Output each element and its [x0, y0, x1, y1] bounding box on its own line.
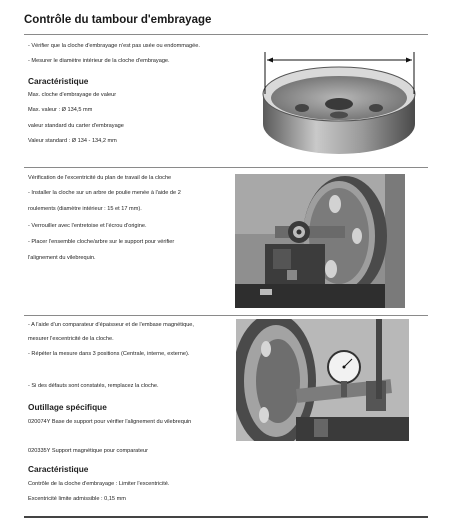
spec-standard-label: valeur standard du carter d'embrayage	[28, 123, 124, 129]
dial-gauge-photo	[236, 319, 409, 441]
spec-max-value: Max. valeur : Ø 134,5 mm	[28, 107, 93, 112]
measure-line-3: - Répéter la mesure dans 3 positions (Centrale, interne, externe).	[28, 351, 190, 357]
tool-020335Y: 020335Y Support magnétique pour comparateur	[28, 448, 148, 454]
spec-standard-value: Valeur standard : Ø 134 - 134,2 mm	[28, 138, 117, 144]
runout-value-line: Excentricité limite admissible : 0,15 mm	[28, 496, 126, 502]
tool-020074Y: 020074Y Base de support pour vérifier l'alignement du vilebrequin	[28, 419, 192, 425]
section-divider	[24, 34, 428, 35]
page-title: Contrôle du tambour d'embrayage	[24, 14, 212, 26]
tools-heading: Outillage spécifique	[28, 402, 107, 412]
section-divider	[24, 315, 428, 316]
page-bottom-rule	[24, 516, 428, 518]
setup-line-2: - Installer la cloche sur un arbre de poulie menée à l'aide de 2	[28, 190, 181, 196]
setup-line-6: l'alignement du vilebrequin.	[28, 255, 96, 261]
characteristic-heading: Caractéristique	[28, 76, 89, 86]
bullet-measure-diameter: - Mesurer le diamètre intérieur de la cloche d'embrayage.	[28, 58, 170, 64]
setup-line-3: roulements (diamètre intérieur : 15 et 17 mm).	[28, 206, 142, 212]
bell-on-support-photo	[235, 174, 405, 308]
section-clutch-wear	[28, 40, 233, 160]
setup-line-5: - Placer l'ensemble cloche/arbre sur le support pour vérifier	[28, 239, 175, 245]
replace-line: - Si des défauts sont constatés, remplacez la cloche.	[28, 383, 159, 389]
section-runout-setup	[28, 172, 233, 312]
spec-max-label: Max. cloche d'embrayage de valeur	[28, 92, 117, 98]
runout-limit-line: Contrôle de la cloche d'embrayage : Limiter l'excentricité.	[28, 481, 170, 487]
bullet-check-wear: - Vérifier que la cloche d'embrayage n'est pas usée ou endommagée.	[28, 43, 200, 49]
setup-line-4: - Verrouiller avec l'entretoise et l'écrou d'origine.	[28, 223, 147, 229]
section-runout-measure	[28, 320, 233, 515]
measure-line-1: - A l'aide d'un comparateur d'épaisseur et de l'embase magnétique,	[28, 322, 194, 328]
setup-line-1: Vérification de l'excentricité du plan de travail de la cloche	[28, 175, 172, 181]
measure-line-2: mesurer l'excentricité de la cloche.	[28, 336, 114, 342]
clutch-bell-photo	[252, 42, 427, 158]
characteristic-heading-2: Caractéristique	[28, 464, 89, 474]
section-divider	[24, 167, 428, 168]
